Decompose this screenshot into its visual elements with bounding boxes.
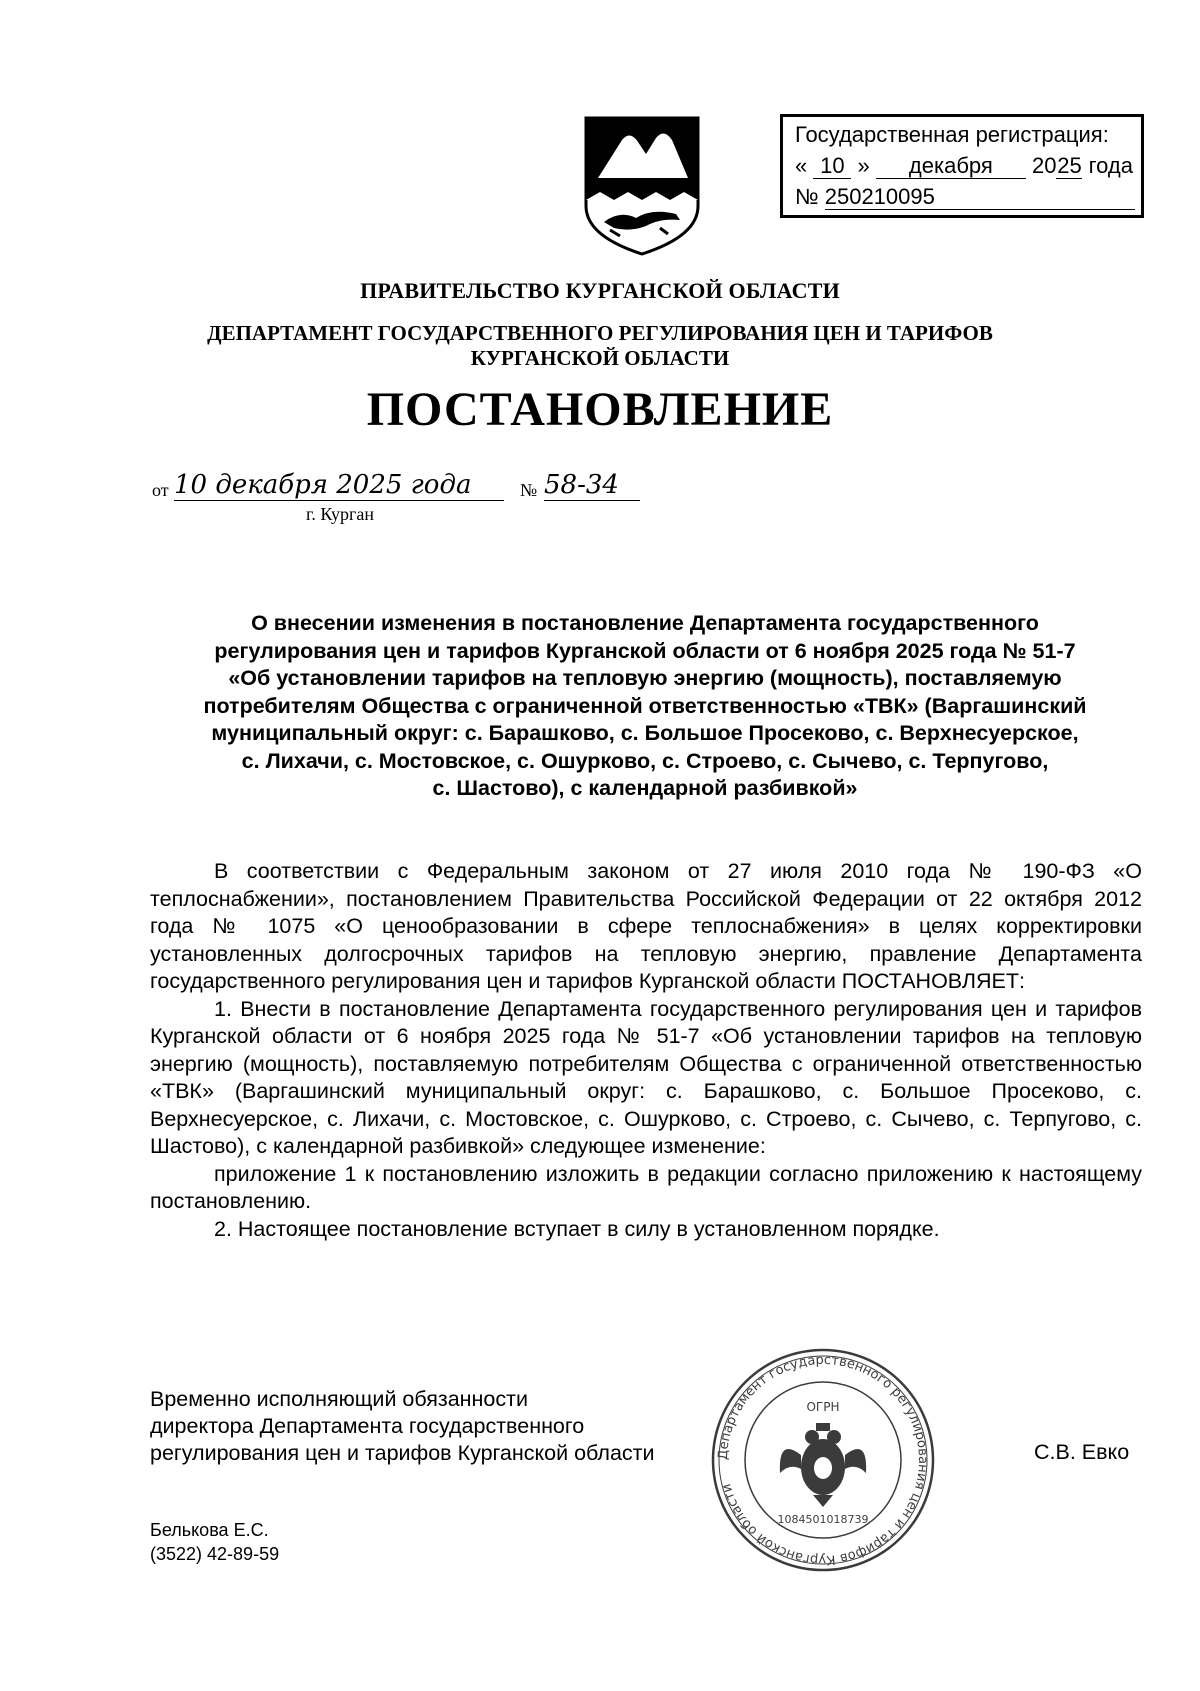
government-title: ПРАВИТЕЛЬСТВО КУРГАНСКОЙ ОБЛАСТИ bbox=[360, 278, 840, 303]
official-seal-stamp bbox=[708, 1345, 938, 1575]
svg-text:ОГРН bbox=[806, 1400, 839, 1414]
registration-number-value: 250210095 bbox=[825, 185, 1135, 210]
position-line: директора Департамента государственного bbox=[150, 1414, 585, 1438]
document-type-title: ПОСТАНОВЛЕНИЕ bbox=[366, 383, 834, 436]
subject-line: О внесении изменения в постановление Департамента государственного bbox=[251, 611, 1039, 635]
quote-close: » bbox=[857, 153, 870, 178]
subject-line: «Об установлении тарифов на тепловую энергию (мощность), поставляемую bbox=[228, 666, 1062, 690]
body-paragraph: приложение 1 к постановлению изложить в редакции согласно приложению к настоящему постановлению. bbox=[150, 1161, 1142, 1213]
body-paragraph: 2. Настоящее постановление вступает в силу в установленном порядке. bbox=[214, 1216, 940, 1241]
decree-date-handwritten: 10 декабря 2025 года bbox=[174, 470, 504, 501]
registration-number-prefix: № bbox=[795, 184, 819, 209]
coat-of-arms-emblem bbox=[580, 114, 704, 256]
city: г. Курган bbox=[305, 504, 374, 524]
decree-body bbox=[150, 858, 1142, 1243]
registration-month: декабря bbox=[876, 154, 1026, 179]
position-line: регулирования цен и тарифов Курганской области bbox=[150, 1441, 655, 1465]
signatory-position bbox=[150, 1386, 655, 1467]
subject-line: с. Лихачи, с. Мостовское, с. Ошурково, с. Строево, с. Сычево, с. Терпугово, bbox=[241, 748, 1049, 773]
subject-line: регулирования цен и тарифов Курганской области от 6 ноября 2025 года № 51-7 bbox=[214, 638, 1076, 663]
subject-line: потребителям Общества с ограниченной ответственностью «ТВК» (Варгашинский bbox=[203, 693, 1087, 718]
executor-contacts bbox=[150, 1518, 279, 1566]
registration-title: Государственная регистрация: bbox=[795, 122, 1109, 147]
svg-text:1084501018739 bbox=[778, 1513, 869, 1526]
decree-number-handwritten: 58-34 bbox=[544, 470, 640, 501]
stamp-outer-text: Департамент государственного регулирования цен и тарифов Курганской области bbox=[715, 1352, 931, 1568]
body-paragraph: В соответствии с Федеральным законом от 27 июля 2010 года № 190-ФЗ «О теплоснабжении», постановлением Правительства Российской Федерации от 22 октября 2012 года № 1075 «О ценообразовании в сфере теплоснабжения» в целях корректировки установленных долгосрочных тарифов на тепловую энергию, правление Департамента государственного регулирования цен и тарифов Курганской области ПОСТАНОВЛЯЕТ: bbox=[150, 859, 1142, 993]
executor-name: Белькова Е.С. bbox=[150, 1520, 269, 1540]
signatory-name: С.В. Евко bbox=[1034, 1440, 1130, 1464]
department-title-line2: КУРГАНСКОЙ ОБЛАСТИ bbox=[470, 346, 730, 370]
subject-line: муниципальный округ: с. Барашково, с. Большое Просеково, с. Верхнесуерское, bbox=[211, 721, 1079, 745]
quote-open: « bbox=[795, 153, 808, 178]
registration-date bbox=[795, 153, 1133, 179]
stamp-ogrn: 1084501018739 bbox=[777, 1513, 869, 1526]
registration-year-word: года bbox=[1088, 153, 1133, 178]
registration-box bbox=[780, 114, 1144, 218]
registration-year-suffix: 25 bbox=[1057, 153, 1082, 178]
executor-phone: (3522) 42-89-59 bbox=[150, 1544, 280, 1564]
position-line: Временно исполняющий обязанности bbox=[150, 1387, 528, 1411]
number-label: № bbox=[520, 480, 538, 500]
registration-year-prefix: 20 bbox=[1032, 153, 1057, 178]
department-title-line1: ДЕПАРТАМЕНТ ГОСУДАРСТВЕННОГО РЕГУЛИРОВАНИЯ ЦЕН И ТАРИФОВ bbox=[207, 321, 993, 345]
body-paragraph: 1. Внести в постановление Департамента государственного регулирования цен и тарифов Курганской области от 6 ноября 2025 года № 51-7 «Об установлении тарифов на тепловую энергию (мощность), поставляемую потребителям Общества с ограниченной ответственностью «ТВК» (Варгашинский муниципальный округ: с. Барашково, с. Большое Просеково, с. Верхнесуерское, с. Лихачи, с. Мостовское, с. Ошурково, с. Строево, с. Сычево, с. Терпугово, с. Шастово), с календарной разбивкой» следующее изменение: bbox=[150, 996, 1142, 1158]
registration-day: 10 bbox=[813, 154, 851, 179]
stamp-ogrn-label: ОГРН bbox=[806, 1400, 840, 1414]
from-label: от bbox=[152, 480, 169, 500]
subject-line: с. Шастово), с календарной разбивкой» bbox=[432, 776, 858, 800]
registration-number bbox=[795, 184, 1135, 210]
decree-subject bbox=[150, 610, 1140, 803]
